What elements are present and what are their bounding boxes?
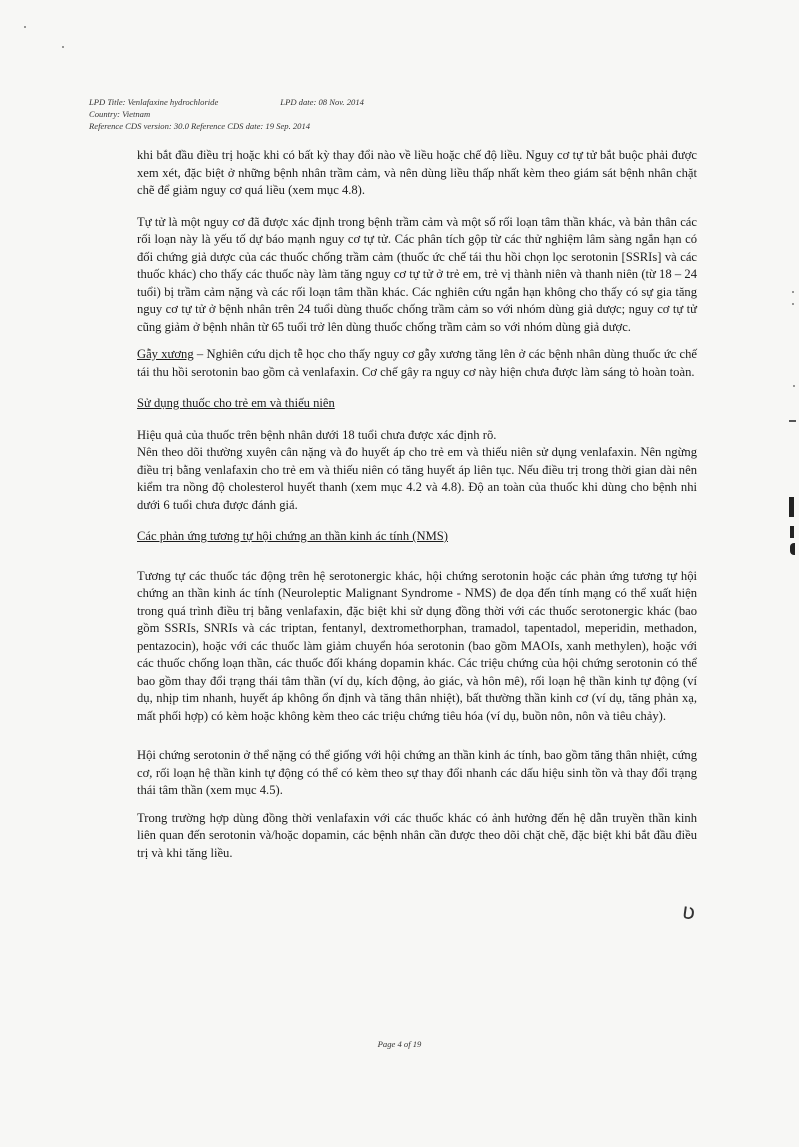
document-body — [137, 147, 697, 862]
paragraph-suicide-risk: Tự tử là một nguy cơ đã được xác định trong bệnh trầm cảm và một số rối loạn tâm thần khác, và bản thân các rối loạn này là yếu tố dự báo mạnh nguy cơ tự tử. Các phân tích gộp từ các thử nghiệm lâm sàng ngắn hạn có đối chứng giả dược của các thuốc chống trầm cảm (thuốc ức chế tái thu hồi chọn lọc serotonin [SSRIs] và các thuốc khác) cho thấy các thuốc này làm tăng nguy cơ tự tử ở trẻ em, trẻ vị thành niên và thanh niên (từ 18 – 24 tuổi) bị trầm cảm nặng và các rối loạn tâm thần khác. Các nghiên cứu ngắn hạn không cho thấy có sự gia tăng nguy cơ tự tử ở bệnh nhân trên 24 tuổi dùng thuốc chống trầm cảm so với nhóm dùng giả dược; nguy cơ tự tử cũng giảm ở bệnh nhân từ 65 tuổi trở lên dùng thuốc chống trầm cảm so với nhóm dùng giả dược. — [137, 214, 697, 334]
lpd-date: LPD date: 08 Nov. 2014 — [280, 97, 364, 107]
section-heading-children: Sử dụng thuốc cho trẻ em và thiếu niên — [137, 396, 335, 410]
paragraph-efficacy-children: Hiệu quả của thuốc trên bệnh nhân dưới 18 tuổi chưa được xác định rõ. — [137, 427, 497, 442]
reference-cds: Reference CDS version: 30.0 Reference CDS date: 19 Sep. 2014 — [89, 121, 311, 131]
country: Country: Vietnam — [89, 109, 151, 119]
paragraph-severe-serotonin: Hội chứng serotonin ở thể nặng có thể giống với hội chứng an thần kinh ác tính, bao gồm tăng thân nhiệt, cứng cơ, rối loạn hệ thần kinh tự động có thể có kèm theo sự thay đổi nhanh các dấu hiệu sinh tồn và thay đổi trạng thái tâm thần (xem mục 4.5). — [137, 748, 697, 797]
scan-mark-1 — [789, 497, 794, 517]
fracture-text: – Nghiên cứu dịch tễ học cho thấy nguy cơ gẫy xương tăng lên ở các bệnh nhân dùng thuốc ức chế tái thu hồi serotonin bao gồm cả venlafaxin. Cơ chế gây ra nguy cơ này hiện chưa được làm sáng tỏ hoàn toàn. — [137, 347, 697, 379]
fracture-heading: Gẫy xương — [137, 347, 194, 361]
scan-dot-5 — [62, 46, 64, 48]
scan-mark-3 — [790, 543, 795, 555]
scan-mark-4 — [789, 420, 796, 422]
header-row-1 — [89, 96, 364, 108]
paragraph-overdose-risk: khi bắt đầu điều trị hoặc khi có bất kỳ thay đổi nào về liều hoặc chế độ liều. Nguy cơ tự tử bắt buộc phải được xem xét, đặc biệt ở những bệnh nhân trầm cảm, và nên dùng liều thấp nhất kèm theo giám sát bệnh nhân chặt chẽ để giảm nguy cơ quá liều (xem mục 4.8). — [137, 148, 697, 197]
scan-dot-2 — [792, 303, 794, 305]
paragraph-monitoring-children: Nên theo dõi thường xuyên cân nặng và đo huyết áp cho trẻ em và thiếu niên sử dụng venlafaxin. Nên ngừng điều trị bằng venlafaxin cho trẻ em và thiếu niên có tăng huyết áp liên tục. Nếu điều trị trong thời gian dài nên kiểm tra nồng độ cholesterol huyết thanh (xem mục 4.2 và 4.8). Độ an toàn của thuốc khi dùng cho bệnh nhi dưới 6 tuổi chưa được đánh giá. — [137, 445, 697, 512]
handwritten-initial-mark: ʋ — [680, 899, 697, 926]
scan-dot-1 — [792, 291, 794, 293]
page-footer: Page 4 of 19 — [377, 1039, 422, 1049]
paragraph-concomitant-use: Trong trường hợp dùng đồng thời venlafaxin với các thuốc khác có ảnh hưởng đến hệ dẫn truyền thần kinh liên quan đến serotonin và/hoặc dopamin, các bệnh nhân cần được theo dõi chặt chẽ, đặc biệt khi bắt đầu điều trị và khi tăng liều. — [137, 810, 697, 860]
paragraph-fracture — [137, 346, 697, 381]
scan-mark-2 — [790, 526, 794, 538]
section-heading-nms: Các phản ứng tương tự hội chứng an thần kinh ác tính (NMS) — [137, 529, 448, 543]
scan-dot-4 — [24, 26, 26, 28]
document-header — [89, 96, 364, 132]
lpd-title: LPD Title: Venlafaxine hydrochloride — [89, 97, 219, 107]
scan-dot-3 — [793, 385, 795, 387]
paragraph-serotonin-syndrome: Tương tự các thuốc tác động trên hệ serotonergic khác, hội chứng serotonin hoặc các phản ứng tương tự hội chứng an thần kinh ác tính (Neuroleptic Malignant Syndrome - NMS) đe dọa đến tính mạng có thể xuất hiện trong quá trình điều trị bằng venlafaxin, đặc biệt khi sử dụng đồng thời với các thuốc serotonergic khác (bao gồm SSRIs, SNRIs và các triptan, fentanyl, dextromethorphan, tramadol, tapentadol, meperidin, methadon, pentazocin), hoặc với các thuốc làm giảm chuyển hóa serotonin (bao gồm MAOIs, xanh methylen), hoặc với các thuốc chống loạn thần, các thuốc đối kháng dopamin khác. Các triệu chứng của hội chứng serotonin có thể bao gồm thay đổi trạng thái tâm thần (ví dụ, kích động, ảo giác, và hôn mê), rối loạn hệ thần kinh tự động (ví dụ, nhịp tim nhanh, huyết áp không ổn định và tăng thân nhiệt), bất thường thần kinh cơ (ví dụ, tăng phản xạ, mất phối hợp) có kèm hoặc không kèm theo các triệu chứng tiêu hóa (ví dụ, buồn nôn, nôn và tiêu chảy). — [137, 568, 697, 723]
